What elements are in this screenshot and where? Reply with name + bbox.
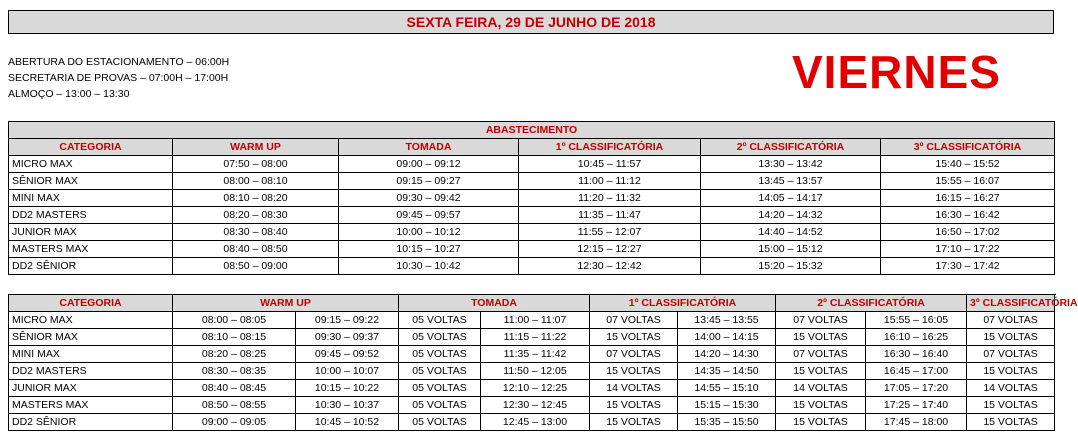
time-cell: 08:20 – 08:25 — [173, 346, 296, 363]
category-cell: MINI MAX — [9, 346, 173, 363]
laps-cell: 15 VOLTAS — [590, 414, 678, 431]
time-cell: 13:30 – 13:42 — [701, 156, 881, 173]
table-row — [9, 241, 1055, 258]
time-cell: 15:55 – 16:05 — [866, 312, 967, 329]
time-cell: 17:25 – 17:40 — [866, 397, 967, 414]
time-cell: 10:15 – 10:22 — [296, 380, 399, 397]
time-cell: 08:10 – 08:15 — [173, 329, 296, 346]
time-cell: 11:35 – 11:47 — [519, 207, 701, 224]
time-cell: 15:00 – 15:12 — [701, 241, 881, 258]
time-cell: 15:20 – 15:32 — [701, 258, 881, 275]
column-header: CATEGORIA — [9, 139, 173, 156]
time-cell: 10:15 – 10:27 — [339, 241, 519, 258]
laps-cell: 14 VOLTAS — [967, 380, 1055, 397]
column-header: WARM UP — [173, 139, 339, 156]
table-row — [9, 397, 1055, 414]
laps-cell: 05 VOLTAS — [399, 414, 481, 431]
time-cell: 08:00 – 08:10 — [173, 173, 339, 190]
column-header: 3º CLASSIFICATÓRIA — [967, 295, 1055, 312]
laps-cell: 15 VOLTAS — [967, 397, 1055, 414]
time-cell: 10:30 – 10:37 — [296, 397, 399, 414]
time-cell: 16:30 – 16:42 — [881, 207, 1055, 224]
time-cell: 11:35 – 11:42 — [481, 346, 590, 363]
laps-cell: 15 VOLTAS — [590, 329, 678, 346]
time-cell: 12:15 – 12:27 — [519, 241, 701, 258]
table-row — [9, 173, 1055, 190]
category-cell: DD2 MASTERS — [9, 363, 173, 380]
time-cell: 14:40 – 14:52 — [701, 224, 881, 241]
laps-cell: 15 VOLTAS — [590, 363, 678, 380]
laps-cell: 05 VOLTAS — [399, 329, 481, 346]
time-cell: 09:30 – 09:42 — [339, 190, 519, 207]
time-cell: 16:50 – 17:02 — [881, 224, 1055, 241]
category-cell: MINI MAX — [9, 190, 173, 207]
column-header: 1º CLASSIFICATÓRIA — [519, 139, 701, 156]
time-cell: 09:30 – 09:37 — [296, 329, 399, 346]
table-row — [9, 312, 1055, 329]
column-header: TOMADA — [339, 139, 519, 156]
column-header: TOMADA — [399, 295, 590, 312]
time-cell: 10:45 – 11:57 — [519, 156, 701, 173]
time-cell: 12:45 – 13:00 — [481, 414, 590, 431]
category-cell: MICRO MAX — [9, 156, 173, 173]
time-cell: 08:30 – 08:40 — [173, 224, 339, 241]
time-cell: 16:30 – 16:40 — [866, 346, 967, 363]
column-header: CATEGORIA — [9, 295, 173, 312]
time-cell: 15:40 – 15:52 — [881, 156, 1055, 173]
laps-cell: 07 VOLTAS — [590, 346, 678, 363]
time-cell: 17:30 – 17:42 — [881, 258, 1055, 275]
table-row — [9, 329, 1055, 346]
time-cell: 08:30 – 08:35 — [173, 363, 296, 380]
section-header: ABASTECIMENTO — [9, 122, 1055, 139]
laps-cell: 15 VOLTAS — [967, 329, 1055, 346]
laps-cell: 15 VOLTAS — [967, 363, 1055, 380]
laps-cell: 07 VOLTAS — [590, 312, 678, 329]
column-header: WARM UP — [173, 295, 399, 312]
time-cell: 08:40 – 08:50 — [173, 241, 339, 258]
time-cell: 11:00 – 11:07 — [481, 312, 590, 329]
info-line: SECRETARIA DE PROVAS – 07:00H – 17:00H — [8, 72, 229, 84]
table-row — [9, 224, 1055, 241]
time-cell: 15:35 – 15:50 — [678, 414, 776, 431]
category-cell: DD2 SÊNIOR — [9, 414, 173, 431]
table-row — [9, 207, 1055, 224]
time-cell: 10:00 – 10:12 — [339, 224, 519, 241]
category-cell: SÊNIOR MAX — [9, 329, 173, 346]
table-row — [9, 190, 1055, 207]
time-cell: 14:00 – 14:15 — [678, 329, 776, 346]
column-header: 2º CLASSIFICATÓRIA — [701, 139, 881, 156]
category-cell: JUNIOR MAX — [9, 224, 173, 241]
laps-cell: 07 VOLTAS — [776, 346, 866, 363]
time-cell: 07:50 – 08:00 — [173, 156, 339, 173]
time-cell: 13:45 – 13:55 — [678, 312, 776, 329]
time-cell: 09:15 – 09:22 — [296, 312, 399, 329]
time-cell: 08:10 – 08:20 — [173, 190, 339, 207]
laps-cell: 14 VOLTAS — [590, 380, 678, 397]
time-cell: 14:35 – 14:50 — [678, 363, 776, 380]
time-cell: 14:05 – 14:17 — [701, 190, 881, 207]
time-cell: 08:50 – 08:55 — [173, 397, 296, 414]
time-cell: 09:45 – 09:52 — [296, 346, 399, 363]
time-cell: 14:20 – 14:30 — [678, 346, 776, 363]
time-cell: 09:15 – 09:27 — [339, 173, 519, 190]
category-cell: SÊNIOR MAX — [9, 173, 173, 190]
time-cell: 16:10 – 16:25 — [866, 329, 967, 346]
time-cell: 08:50 – 09:00 — [173, 258, 339, 275]
table-row — [9, 346, 1055, 363]
time-cell: 16:15 – 16:27 — [881, 190, 1055, 207]
laps-cell: 15 VOLTAS — [776, 329, 866, 346]
schedule-table-1 — [8, 121, 1055, 275]
time-cell: 11:15 – 11:22 — [481, 329, 590, 346]
laps-cell: 15 VOLTAS — [776, 363, 866, 380]
laps-cell: 15 VOLTAS — [590, 397, 678, 414]
category-cell: MICRO MAX — [9, 312, 173, 329]
column-header: 2º CLASSIFICATÓRIA — [776, 295, 967, 312]
time-cell: 10:30 – 10:42 — [339, 258, 519, 275]
category-cell: JUNIOR MAX — [9, 380, 173, 397]
table-row — [9, 258, 1055, 275]
laps-cell: 15 VOLTAS — [967, 414, 1055, 431]
laps-cell: 07 VOLTAS — [967, 312, 1055, 329]
laps-cell: 14 VOLTAS — [776, 380, 866, 397]
time-cell: 11:20 – 11:32 — [519, 190, 701, 207]
time-cell: 12:30 – 12:45 — [481, 397, 590, 414]
table-row — [9, 380, 1055, 397]
time-cell: 15:55 – 16:07 — [881, 173, 1055, 190]
time-cell: 08:40 – 08:45 — [173, 380, 296, 397]
laps-cell: 07 VOLTAS — [776, 312, 866, 329]
time-cell: 10:00 – 10:07 — [296, 363, 399, 380]
day-heading: VIERNES — [792, 46, 1001, 98]
category-cell: MASTERS MAX — [9, 397, 173, 414]
column-header: 1º CLASSIFICATÓRIA — [590, 295, 776, 312]
info-line: ABERTURA DO ESTACIONAMENTO – 06:00H — [8, 56, 230, 68]
laps-cell: 05 VOLTAS — [399, 312, 481, 329]
time-cell: 11:55 – 12:07 — [519, 224, 701, 241]
time-cell: 13:45 – 13:57 — [701, 173, 881, 190]
laps-cell: 05 VOLTAS — [399, 397, 481, 414]
time-cell: 15:15 – 15:30 — [678, 397, 776, 414]
laps-cell: 15 VOLTAS — [776, 397, 866, 414]
laps-cell: 05 VOLTAS — [399, 346, 481, 363]
table-row — [9, 363, 1055, 380]
laps-cell: 05 VOLTAS — [399, 380, 481, 397]
time-cell: 17:10 – 17:22 — [881, 241, 1055, 258]
time-cell: 09:00 – 09:05 — [173, 414, 296, 431]
page-title: SEXTA FEIRA, 29 DE JUNHO DE 2018 — [8, 10, 1054, 34]
info-line: ALMOÇO – 13:00 – 13:30 — [8, 88, 130, 100]
time-cell: 17:05 – 17:20 — [866, 380, 967, 397]
time-cell: 14:20 – 14:32 — [701, 207, 881, 224]
schedule-table-2 — [8, 294, 1078, 431]
time-cell: 08:20 – 08:30 — [173, 207, 339, 224]
column-header: 3º CLASSIFICATÓRIA — [881, 139, 1055, 156]
category-cell: MASTERS MAX — [9, 241, 173, 258]
info-block — [8, 54, 229, 102]
time-cell: 11:00 – 11:12 — [519, 173, 701, 190]
laps-cell: 05 VOLTAS — [399, 363, 481, 380]
laps-cell: 07 VOLTAS — [967, 346, 1055, 363]
time-cell: 14:55 – 15:10 — [678, 380, 776, 397]
category-cell: DD2 SÊNIOR — [9, 258, 173, 275]
time-cell: 09:00 – 09:12 — [339, 156, 519, 173]
time-cell: 12:10 – 12:25 — [481, 380, 590, 397]
time-cell: 10:45 – 10:52 — [296, 414, 399, 431]
table-row — [9, 156, 1055, 173]
table-row — [9, 414, 1055, 431]
category-cell: DD2 MASTERS — [9, 207, 173, 224]
time-cell: 08:00 – 08:05 — [173, 312, 296, 329]
time-cell: 09:45 – 09:57 — [339, 207, 519, 224]
time-cell: 11:50 – 12:05 — [481, 363, 590, 380]
time-cell: 17:45 – 18:00 — [866, 414, 967, 431]
laps-cell: 15 VOLTAS — [776, 414, 866, 431]
time-cell: 12:30 – 12:42 — [519, 258, 701, 275]
time-cell: 16:45 – 17:00 — [866, 363, 967, 380]
